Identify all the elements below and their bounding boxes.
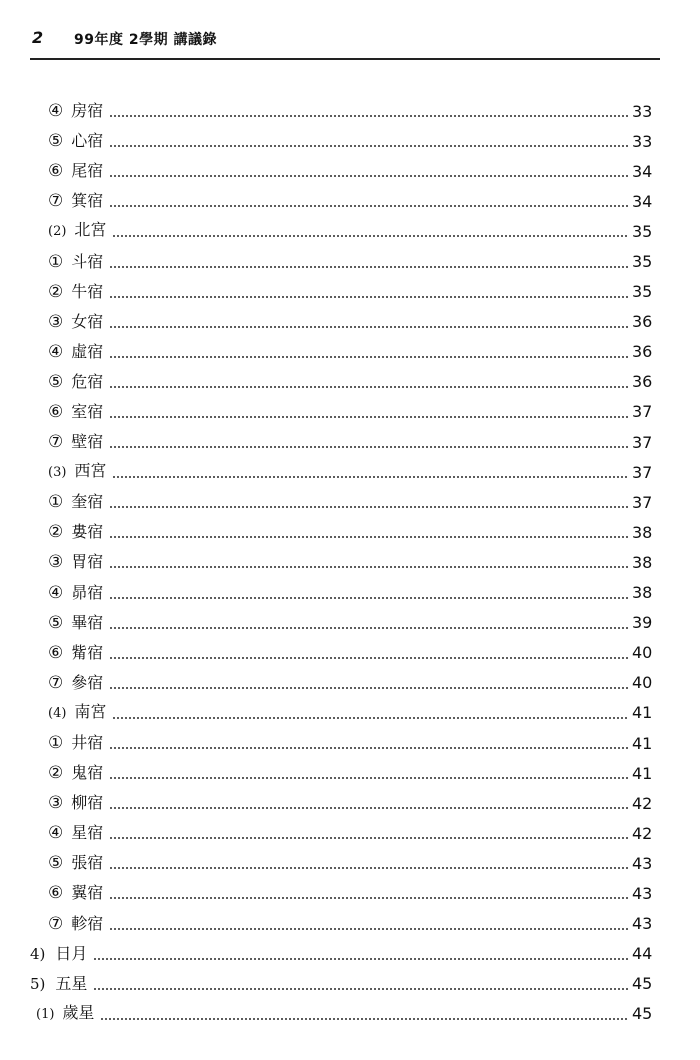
toc-entry-title: 危宿 (71, 371, 104, 391)
toc-entry-number: ⑦ (48, 672, 64, 693)
toc-entry-title: 井宿 (71, 733, 104, 753)
toc-entry-number: ① (48, 492, 64, 513)
dot-leader (109, 928, 628, 930)
toc-entry-page: 38 (632, 522, 653, 542)
dot-leader (109, 897, 628, 899)
dot-leader (109, 747, 628, 749)
toc-entry[interactable] (0, 96, 700, 126)
toc-entry-number: ② (48, 522, 64, 543)
toc-entry[interactable] (0, 939, 700, 969)
toc-entry-label (48, 307, 103, 337)
toc-entry[interactable] (0, 246, 700, 276)
toc-entry-label (36, 998, 94, 1030)
toc-entry-page: 37 (632, 402, 653, 422)
toc-entry-title: 北宮 (74, 220, 107, 240)
dot-leader (109, 326, 628, 328)
toc-entry[interactable] (0, 728, 700, 758)
dot-leader (112, 235, 628, 237)
toc-entry-number: ④ (48, 101, 64, 122)
toc-entry[interactable] (0, 547, 700, 577)
toc-entry-title: 翼宿 (71, 883, 104, 903)
toc-entry-label (48, 96, 103, 126)
toc-entry[interactable] (0, 698, 700, 728)
toc-entry-page: 36 (632, 312, 653, 332)
toc-entry-page: 34 (632, 191, 653, 211)
toc-entry-label (48, 638, 103, 668)
toc-entry-number: ③ (48, 311, 64, 332)
toc-entry-number: (4) (48, 705, 67, 721)
toc-entry-page: 34 (632, 161, 653, 181)
page-header (30, 22, 660, 60)
toc-entry-title: 柳宿 (71, 793, 104, 813)
toc-entry-number: ① (48, 733, 64, 754)
toc-entry-title: 參宿 (71, 672, 104, 692)
dot-leader (109, 356, 628, 358)
dot-leader (109, 536, 628, 538)
toc-entry[interactable] (0, 307, 700, 337)
toc-entry-title: 奎宿 (71, 492, 104, 512)
toc-entry-label (48, 367, 103, 397)
toc-entry-number: ⑤ (48, 131, 64, 152)
toc-entry-label (48, 156, 103, 186)
toc-entry[interactable] (0, 608, 700, 638)
dot-leader (109, 807, 628, 809)
toc-entry[interactable] (0, 517, 700, 547)
toc-entry-label (48, 487, 103, 517)
toc-entry-title: 南宮 (74, 701, 107, 721)
toc-entry-page: 37 (632, 432, 653, 452)
toc-entry-number: (3) (48, 465, 67, 481)
toc-entry[interactable] (0, 638, 700, 668)
toc-entry[interactable] (0, 578, 700, 608)
toc-entry-label (48, 215, 106, 247)
dot-leader (112, 476, 628, 478)
toc-entry-page: 42 (632, 823, 653, 843)
toc-entry-label (48, 758, 103, 788)
toc-entry-page: 41 (632, 763, 653, 783)
toc-entry-label (48, 788, 103, 818)
toc-entry-number: (1) (36, 1006, 55, 1022)
toc-entry[interactable] (0, 999, 700, 1029)
toc-entry-label (30, 969, 87, 999)
toc-entry-page: 39 (632, 613, 653, 633)
toc-entry-number: 4) (30, 944, 46, 963)
toc-entry-page: 33 (632, 131, 653, 151)
header-page-number: 2 (32, 28, 44, 47)
toc-entry-title: 胃宿 (71, 552, 104, 572)
dot-leader (109, 627, 628, 629)
dot-leader (109, 687, 628, 689)
toc-entry-page: 43 (632, 914, 653, 934)
toc-entry[interactable] (0, 758, 700, 788)
dot-leader (109, 266, 628, 268)
toc-entry-page: 45 (632, 1004, 653, 1024)
toc-entry-number: ⑥ (48, 642, 64, 663)
toc-entry-title: 室宿 (71, 401, 104, 421)
toc-entry-number: ⑤ (48, 371, 64, 392)
toc-entry-page: 35 (632, 252, 653, 272)
toc-entry-number: ③ (48, 552, 64, 573)
toc-entry-title: 女宿 (71, 311, 104, 331)
toc-entry-page: 42 (632, 793, 653, 813)
dot-leader (109, 145, 628, 147)
toc-entry-number: ② (48, 763, 64, 784)
toc-entry-number: ④ (48, 582, 64, 603)
toc-entry-label (30, 939, 87, 969)
toc-entry-label (48, 456, 106, 488)
toc-entry[interactable] (0, 156, 700, 186)
toc-entry[interactable] (0, 909, 700, 939)
toc-entry-number: ⑤ (48, 853, 64, 874)
toc-entry[interactable] (0, 126, 700, 156)
dot-leader (109, 446, 628, 448)
toc-entry-label (48, 247, 103, 277)
toc-entry-title: 房宿 (71, 101, 104, 121)
toc-entry-title: 壁宿 (71, 432, 104, 452)
dot-leader (93, 958, 628, 960)
toc-entry-label (48, 668, 103, 698)
toc-entry[interactable] (0, 878, 700, 908)
toc-entry-page: 38 (632, 552, 653, 572)
toc-entry-page: 36 (632, 372, 653, 392)
dot-leader (109, 837, 628, 839)
toc-entry-title: 箕宿 (71, 191, 104, 211)
toc-entry-page: 40 (632, 673, 653, 693)
toc-entry-label (48, 277, 103, 307)
toc-entry-title: 日月 (55, 943, 88, 963)
toc-entry-title: 西宮 (74, 461, 107, 481)
toc-entry-title: 星宿 (71, 823, 104, 843)
header-title: 99年度 2學期 講議錄 (74, 32, 217, 48)
toc-entry-title: 昴宿 (71, 582, 104, 602)
toc-entry[interactable] (0, 427, 700, 457)
toc-entry-page: 35 (632, 221, 653, 241)
toc-entry-label (48, 427, 103, 457)
dot-leader (93, 988, 628, 990)
dot-leader (109, 416, 628, 418)
toc-entry[interactable] (0, 277, 700, 307)
toc-entry[interactable] (0, 367, 700, 397)
toc-entry-title: 斗宿 (71, 251, 104, 271)
toc-entry-label (48, 608, 103, 638)
toc-entry-number: ③ (48, 793, 64, 814)
toc-entry[interactable] (0, 337, 700, 367)
toc-entry[interactable] (0, 788, 700, 818)
toc-entry-page: 33 (632, 101, 653, 121)
toc-entry[interactable] (0, 216, 700, 246)
toc-entry-page: 38 (632, 583, 653, 603)
dot-leader (109, 296, 628, 298)
dot-leader (109, 867, 628, 869)
toc-entry-label (48, 126, 103, 156)
toc-entry-page: 37 (632, 492, 653, 512)
dot-leader (112, 717, 628, 719)
dot-leader (109, 205, 628, 207)
toc-entry-label (48, 517, 103, 547)
toc-entry[interactable] (0, 969, 700, 999)
toc-entry-label (48, 697, 106, 729)
toc-entry-number: ⑥ (48, 883, 64, 904)
toc-entry[interactable] (0, 457, 700, 487)
toc-entry-title: 軫宿 (71, 913, 104, 933)
toc-entry-title: 鬼宿 (71, 763, 104, 783)
toc-entry-title: 張宿 (71, 853, 104, 873)
toc-entry-title: 婁宿 (71, 522, 104, 542)
dot-leader (109, 597, 628, 599)
toc-entry-page: 36 (632, 342, 653, 362)
toc-entry-title: 畢宿 (71, 612, 104, 632)
toc-entry-number: ⑥ (48, 401, 64, 422)
toc-entry-page: 45 (632, 974, 653, 994)
toc-entry-number: ② (48, 281, 64, 302)
toc-entry-label (48, 547, 103, 577)
toc-entry-page: 37 (632, 462, 653, 482)
toc-entry-number: 5) (30, 974, 46, 993)
dot-leader (109, 386, 628, 388)
dot-leader (100, 1018, 628, 1020)
toc-entry-label (48, 397, 103, 427)
toc-entry-title: 心宿 (71, 131, 104, 151)
toc-entry-number: ⑤ (48, 612, 64, 633)
toc-entry[interactable] (0, 487, 700, 517)
toc-entry-number: ④ (48, 341, 64, 362)
toc-entry-page: 41 (632, 733, 653, 753)
toc-entry-label (48, 818, 103, 848)
toc-entry-title: 牛宿 (71, 281, 104, 301)
toc-entry-number: ⑦ (48, 432, 64, 453)
toc-entry-number: ⑦ (48, 191, 64, 212)
toc-entry-page: 43 (632, 883, 653, 903)
dot-leader (109, 115, 628, 117)
toc-entry-page: 43 (632, 853, 653, 873)
toc-entry-title: 虛宿 (71, 341, 104, 361)
dot-leader (109, 175, 628, 177)
toc-entry-number: ① (48, 251, 64, 272)
toc-entry-title: 尾宿 (71, 161, 104, 181)
dot-leader (109, 506, 628, 508)
toc-entry-title: 歲星 (62, 1002, 95, 1022)
toc-entry-number: ⑦ (48, 913, 64, 934)
toc-entry-label (48, 186, 103, 216)
toc-entry-label (48, 848, 103, 878)
dot-leader (109, 566, 628, 568)
table-of-contents (0, 96, 700, 1029)
toc-entry[interactable] (0, 668, 700, 698)
toc-entry-number: ⑥ (48, 161, 64, 182)
toc-entry[interactable] (0, 397, 700, 427)
toc-entry-title: 五星 (55, 973, 88, 993)
toc-entry-number: ④ (48, 823, 64, 844)
toc-entry-page: 44 (632, 944, 653, 964)
toc-entry-title: 觜宿 (71, 642, 104, 662)
toc-entry-page: 35 (632, 282, 653, 302)
toc-entry-label (48, 728, 103, 758)
dot-leader (109, 777, 628, 779)
toc-entry[interactable] (0, 818, 700, 848)
toc-entry-label (48, 337, 103, 367)
toc-entry-label (48, 578, 103, 608)
toc-entry-label (48, 878, 103, 908)
toc-entry-label (48, 909, 103, 939)
toc-entry-page: 40 (632, 643, 653, 663)
dot-leader (109, 657, 628, 659)
toc-entry-number: (2) (48, 224, 67, 240)
toc-entry[interactable] (0, 848, 700, 878)
toc-entry-page: 41 (632, 703, 653, 723)
toc-entry[interactable] (0, 186, 700, 216)
